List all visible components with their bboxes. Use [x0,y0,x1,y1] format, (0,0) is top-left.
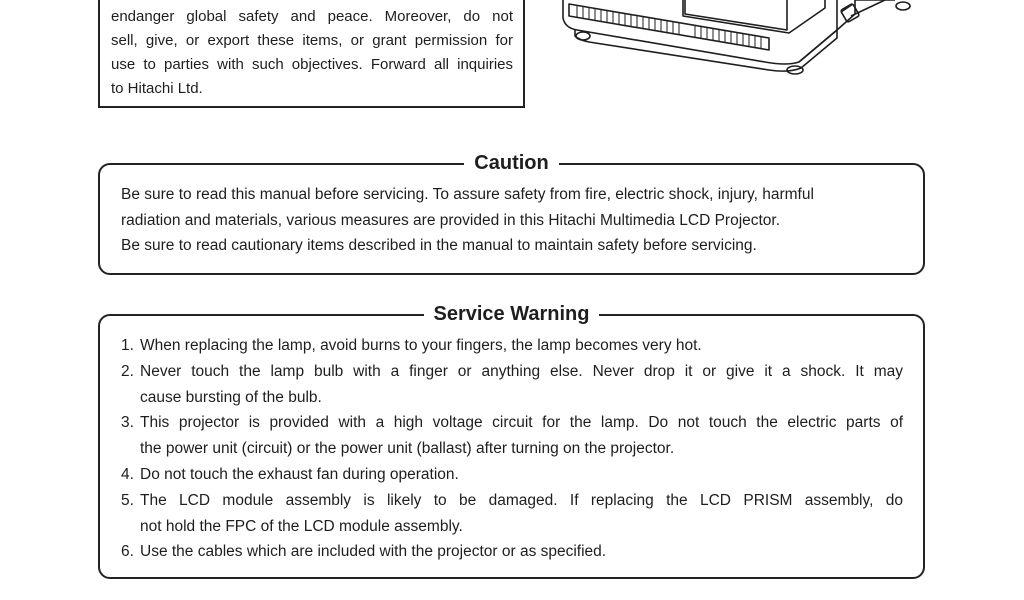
list-item-text: not hold the FPC of the LCD module assembly. [140,517,463,535]
list-item [121,539,903,565]
projector-illustration [555,0,915,80]
list-item-text: Use the cables which are included with the projector or as specified. [140,543,607,561]
list-item-number: 5. [121,491,134,509]
caution-title-text: Caution [464,152,558,174]
list-item-number: 4. [121,465,134,483]
export-notice-line: sell, give, or export these items, or grant permission for [111,32,513,49]
export-notice-box [98,0,525,108]
list-item-number: 2. [121,362,134,380]
caution-title [100,152,923,174]
caution-line: Be sure to read this manual before servicing. To assure safety from fire, electric shock, injury, harmful [121,186,814,203]
caution-line: Be sure to read cautionary items described in the manual to maintain safety before servicing. [121,237,757,254]
list-item-text: When replacing the lamp, avoid burns to your fingers, the lamp becomes very hot. [140,337,702,354]
list-item [121,488,903,540]
list-item-text: This projector is provided with a high voltage circuit for the lamp. Do not touch the electric parts of [140,414,903,432]
service-warning-title [100,303,923,325]
list-item [121,333,903,359]
caution-line: radiation and materials, various measures are provided in this Hitachi Multimedia LCD Projector. [121,211,781,229]
list-item-text: Never touch the lamp bulb with a finger or anything else. Never drop it or give it a shock. It may [140,362,903,380]
list-item-number: 1. [121,337,134,354]
list-item-number: 3. [121,414,134,432]
list-item [121,359,903,411]
list-item-text: The LCD module assembly is likely to be damaged. If replacing the LCD PRISM assembly, do [140,491,903,509]
list-item [121,462,903,488]
list-item-text: cause bursting of the bulb. [140,388,322,406]
caution-box [98,152,925,275]
list-item-number: 6. [121,543,134,561]
export-notice-line: use to parties with such objectives. Forward all inquiries [111,56,513,73]
export-notice-line: endanger global safety and peace. Moreover, do not [111,8,513,25]
service-warning-list [121,333,903,565]
list-item-text: Do not touch the exhaust fan during operation. [140,465,459,483]
list-item [121,410,903,462]
service-warning-box [98,303,925,579]
service-warning-title-text: Service Warning [424,303,600,325]
export-notice-line: to Hitachi Ltd. [111,80,203,97]
list-item-text: the power unit (circuit) or the power unit (ballast) after turning on the projector. [140,440,675,458]
